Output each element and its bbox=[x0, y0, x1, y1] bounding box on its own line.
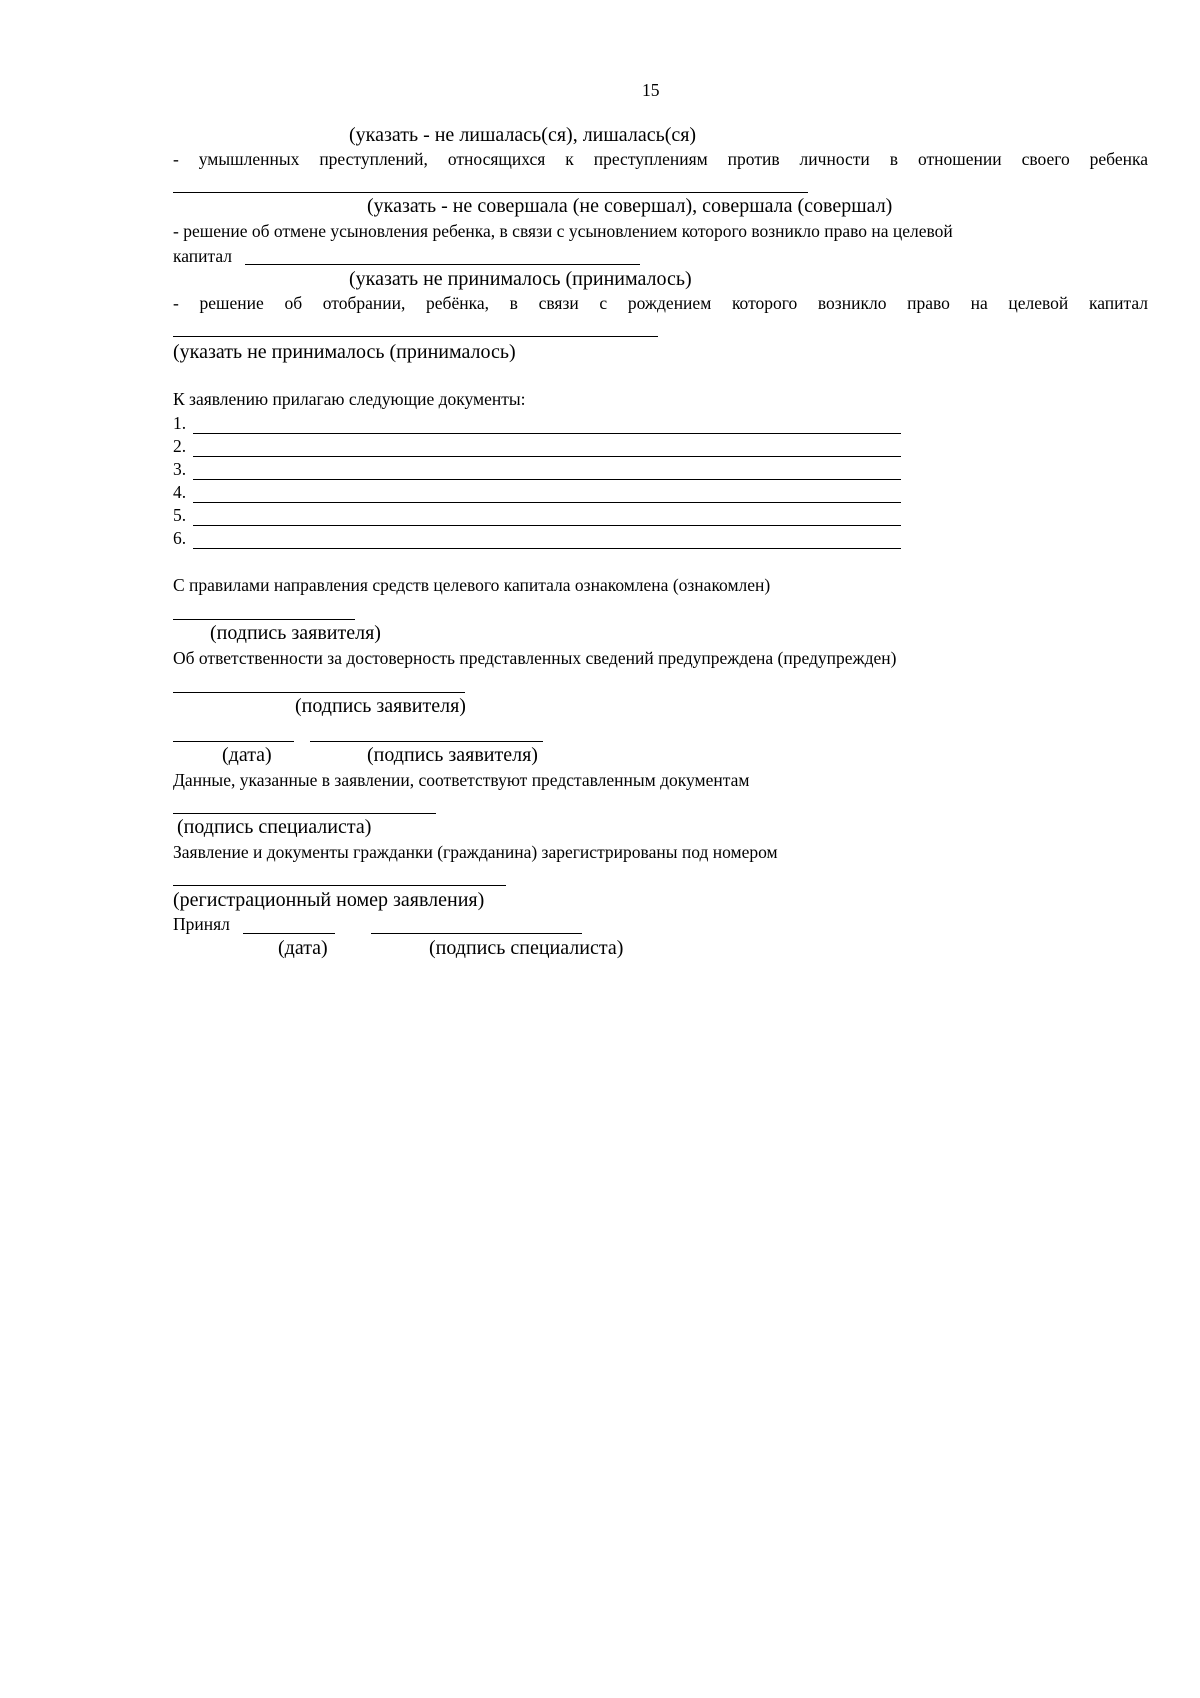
attachments-heading: К заявлению прилагаю следующие документы: bbox=[173, 389, 526, 409]
attachment-line bbox=[193, 456, 901, 457]
attachment-number: 1. bbox=[173, 413, 187, 433]
date-caption: (дата) bbox=[278, 937, 328, 959]
date-line bbox=[243, 933, 335, 934]
hint-adoption: (указать не принималось (принималось) bbox=[349, 268, 692, 290]
registration-number-caption: (регистрационный номер заявления) bbox=[173, 889, 485, 911]
hint-crimes: (указать - не совершала (не совершал), совершала (совершал) bbox=[367, 195, 893, 217]
item-removal: - решение об отобрании, ребёнка, в связи с рождением которого возникло право на целевой капитал bbox=[173, 293, 1148, 313]
signature-line bbox=[371, 933, 582, 934]
signature-line bbox=[310, 741, 543, 742]
adoption-fill-line bbox=[245, 264, 640, 265]
attachment-line bbox=[193, 479, 901, 480]
crimes-fill-line bbox=[173, 192, 808, 193]
data-match-statement: Данные, указанные в заявлении, соответствуют представленным документам bbox=[173, 770, 750, 790]
item-adoption-line2: капитал bbox=[173, 246, 233, 266]
rules-acknowledgement: С правилами направления средств целевого капитала ознакомлена (ознакомлен) bbox=[173, 575, 771, 595]
signature-caption: (подпись специалиста) bbox=[429, 937, 624, 959]
attachment-number: 5. bbox=[173, 505, 187, 525]
signature-caption: (подпись заявителя) bbox=[210, 622, 381, 644]
registration-statement: Заявление и документы гражданки (гражданина) зарегистрированы под номером bbox=[173, 842, 778, 862]
signature-caption: (подпись заявителя) bbox=[295, 695, 466, 717]
attachment-line bbox=[193, 525, 901, 526]
date-caption: (дата) bbox=[222, 744, 272, 766]
responsibility-acknowledgement: Об ответственности за достоверность представленных сведений предупреждена (предупрежден) bbox=[173, 648, 897, 668]
registration-number-line bbox=[173, 885, 506, 886]
signature-line bbox=[173, 692, 465, 693]
signature-caption: (подпись специалиста) bbox=[177, 816, 372, 838]
signature-line bbox=[173, 619, 355, 620]
signature-line bbox=[173, 813, 436, 814]
attachment-line bbox=[193, 502, 901, 503]
hint-removal: (указать не принималось (принималось) bbox=[173, 341, 516, 363]
hint-lost-rights: (указать - не лишалась(ся), лишалась(ся) bbox=[349, 124, 697, 146]
attachment-number: 4. bbox=[173, 482, 187, 502]
attachment-number: 2. bbox=[173, 436, 187, 456]
signature-caption: (подпись заявителя) bbox=[367, 744, 538, 766]
page-number: 15 bbox=[642, 80, 660, 100]
attachment-line bbox=[193, 433, 901, 434]
accepted-label: Принял bbox=[173, 914, 230, 934]
item-adoption-line1: - решение об отмене усыновления ребенка, в связи с усыновлением которого возникло право на целевой bbox=[173, 221, 953, 241]
item-crimes: - умышленных преступлений, относящихся к преступлениям против личности в отношении своего ребенка bbox=[173, 149, 1148, 169]
attachment-number: 6. bbox=[173, 528, 187, 548]
date-line bbox=[173, 741, 294, 742]
attachment-line bbox=[193, 548, 901, 549]
attachment-number: 3. bbox=[173, 459, 187, 479]
removal-fill-line bbox=[173, 336, 658, 337]
